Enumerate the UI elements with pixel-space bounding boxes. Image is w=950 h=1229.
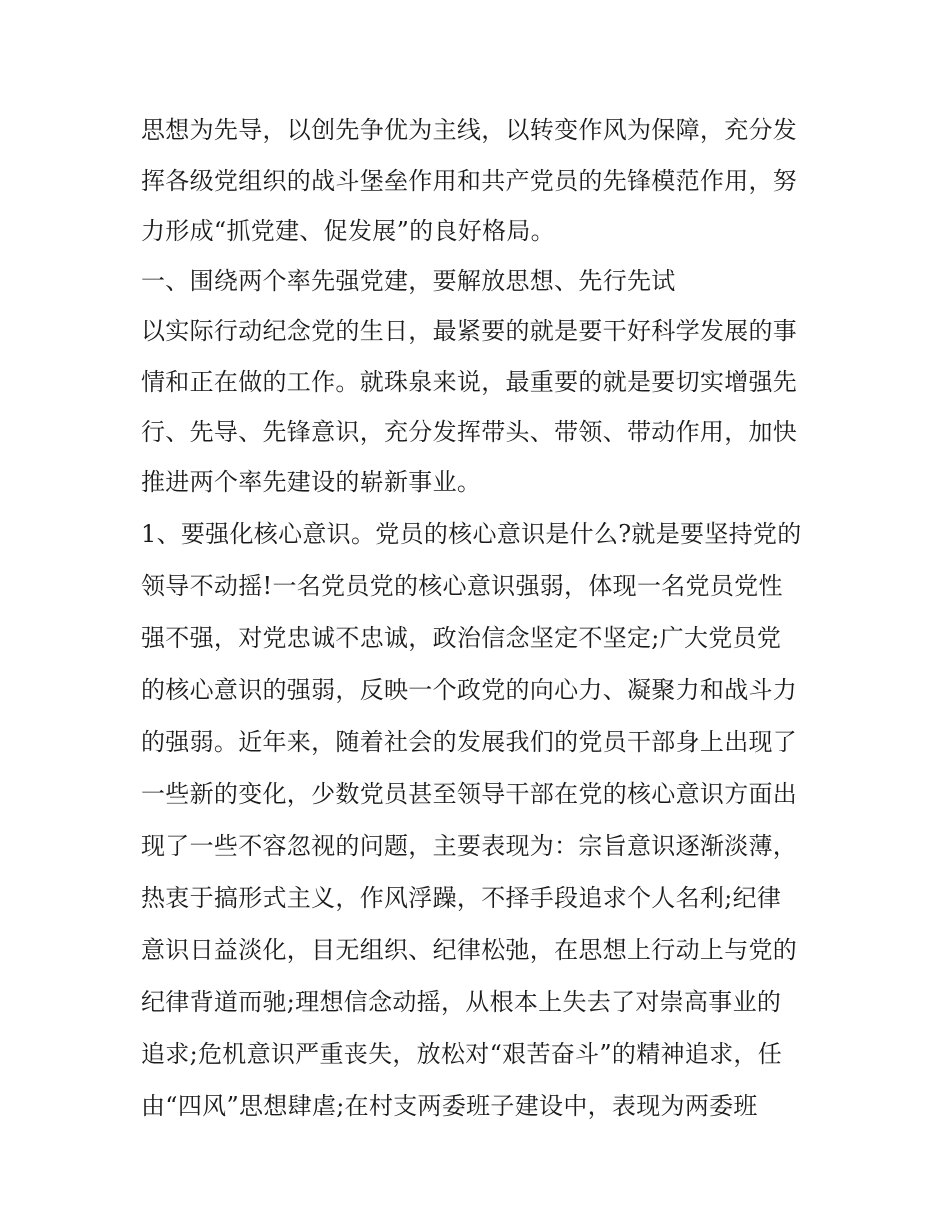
paragraph-line: 情和正在做的工作。就珠泉来说，最重要的就是要切实增强先 <box>141 368 798 396</box>
paragraph-line: 的强弱。近年来，随着社会的发展我们的党员干部身上出现了 <box>141 728 798 756</box>
section-heading: 一、围绕两个率先强党建，要解放思想、先行先试 <box>141 267 676 295</box>
paragraph-line: 思想为先导，以创先争优为主线，以转变作风为保障，充分发 <box>141 116 798 144</box>
paragraph-line: 纪律背道而驰;理想信念动摇，从根本上失去了对崇高事业的 <box>141 988 782 1016</box>
paragraph-line: 一些新的变化，少数党员甚至领导干部在党的核心意识方面出 <box>141 780 798 808</box>
paragraph-line: 行、先导、先锋意识，充分发挥带头、带领、带动作用，加快 <box>141 418 798 446</box>
paragraph-line: 强不强，对党忠诚不忠诚，政治信念坚定不坚定;广大党员党 <box>141 624 782 652</box>
paragraph-line: 追求;危机意识严重丧失，放松对“艰苦奋斗”的精神追求，任 <box>141 1040 783 1068</box>
paragraph-line: 力形成“抓党建、促发展”的良好格局。 <box>141 217 555 245</box>
paragraph-line: 1、要强化核心意识。党员的核心意识是什么?就是要坚持党的 <box>141 520 802 548</box>
paragraph-line: 意识日益淡化，目无组织、纪律松弛，在思想上行动上与党的 <box>141 936 798 964</box>
paragraph-line: 热衷于搞形式主义，作风浮躁，不择手段追求个人名利;纪律 <box>141 884 782 912</box>
paragraph-line: 的核心意识的强弱，反映一个政党的向心力、凝聚力和战斗力 <box>141 676 798 704</box>
paragraph-line: 推进两个率先建设的崭新事业。 <box>141 468 482 496</box>
paragraph-line: 现了一些不容忽视的问题，主要表现为：宗旨意识逐渐淡薄， <box>141 832 798 860</box>
paragraph-line: 由“四风”思想肆虐;在村支两委班子建设中，表现为两委班 <box>141 1092 758 1120</box>
paragraph-line: 以实际行动纪念党的生日，最紧要的就是要干好科学发展的事 <box>141 317 798 345</box>
paragraph-line: 挥各级党组织的战斗堡垒作用和共产党员的先锋模范作用，努 <box>141 167 798 195</box>
paragraph-line: 领导不动摇!一名党员党的核心意识强弱，体现一名党员党性 <box>141 572 783 600</box>
